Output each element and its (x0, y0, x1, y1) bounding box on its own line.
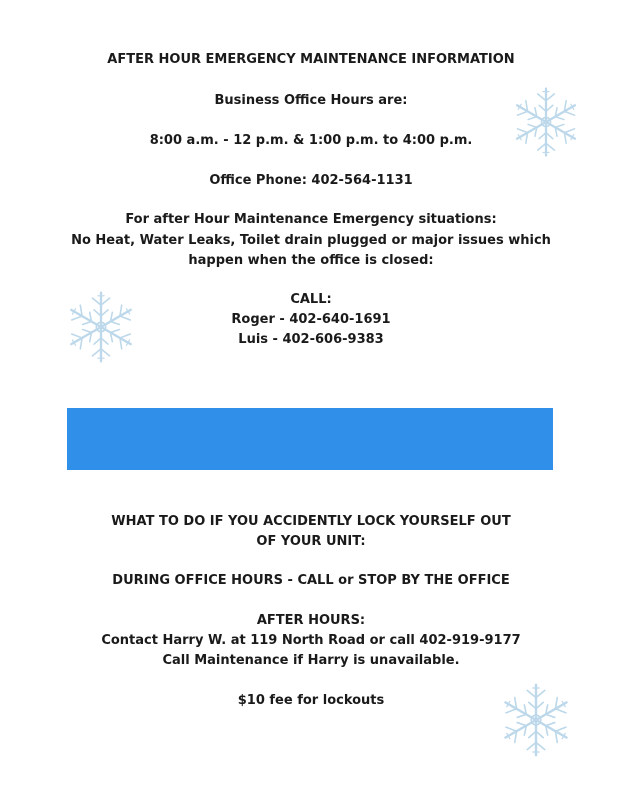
lockout-fee: $10 fee for lockouts (237, 693, 385, 708)
after-hours-label: AFTER HOURS: (256, 613, 366, 628)
situations-line-3: happen when the office is closed: (188, 253, 434, 268)
office-hours-label: Business Office Hours are: (214, 93, 408, 108)
after-hours-contact: Contact Harry W. at 119 North Road or call 402-919-9177 (101, 633, 521, 648)
lockout-title-line-2: OF YOUR UNIT: (256, 534, 366, 549)
blue-banner (67, 408, 553, 470)
contact-roger: Roger - 402-640-1691 (231, 312, 391, 327)
office-phone: Office Phone: 402-564-1131 (209, 173, 413, 188)
lockout-title-line-1: WHAT TO DO IF YOU ACCIDENTLY LOCK YOURSELF OUT (111, 514, 511, 529)
after-hours-fallback: Call Maintenance if Harry is unavailable. (162, 653, 460, 668)
situations-line-1: For after Hour Maintenance Emergency situations: (125, 212, 497, 227)
contact-luis: Luis - 402-606-9383 (238, 332, 384, 347)
during-office-hours: DURING OFFICE HOURS - CALL or STOP BY THE OFFICE (112, 573, 510, 588)
office-hours: 8:00 a.m. - 12 p.m. & 1:00 p.m. to 4:00 p.m. (149, 133, 473, 148)
situations-line-2: No Heat, Water Leaks, Toilet drain plugged or major issues which (71, 233, 551, 248)
emergency-title: AFTER HOUR EMERGENCY MAINTENANCE INFORMATION (107, 52, 515, 67)
call-label: CALL: (290, 292, 332, 307)
